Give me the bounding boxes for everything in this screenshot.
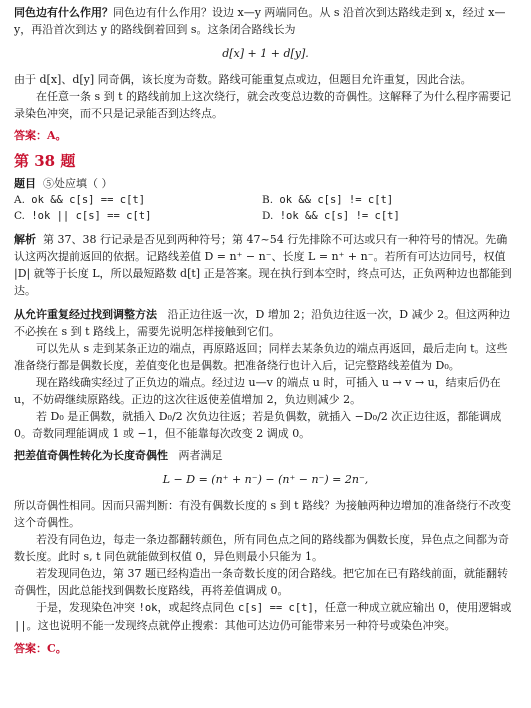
top-answer-value: A。 [47, 129, 67, 142]
paragraph-b: 现在路线确实经过了正负边的端点。经过边 u—v 的端点 u 时，可插入 u → v → u，结束后仍在 u，不妨碍继续原路线。正边的这次往返使差值增加 2，负边则减少 2。 [14, 376, 501, 406]
stem-label: 题目 [14, 177, 36, 190]
section-heading-2-paragraph [14, 447, 517, 464]
top-lead: 同色边有什么作用？ [14, 6, 113, 19]
top-p1: 同色边有什么作用？设边 x—y 两端同色。从 s 沿首次到达路线走到 x，经过 x—y，再沿首次到达 y 的路线倒着回到 s。这条闭合路线长为 [14, 6, 506, 36]
equation-2: L − D = (n⁺ + n⁻) − (n⁺ − n⁻) = 2n⁻, [162, 473, 369, 486]
section-heading-2: 把差值奇偶性转化为长度奇偶性 [14, 449, 168, 462]
option-b: B. ok && c[s] != c[t] [262, 194, 394, 206]
section-heading-1-paragraph [14, 306, 517, 340]
paragraph-g: 于是，发现染色冲突 !ok，或起终点同色 c[s] == c[t]，任意一种成立就应输出 0，使用逻辑或 ||。这也说明不能一发现终点就停止搜索：其他可达边仍可能带来另一种符号或染色冲突。 [14, 601, 512, 632]
q38-answer-label: 答案： [14, 642, 47, 655]
equation-1: d[x] + 1 + d[y]. [222, 47, 309, 60]
top-answer [14, 127, 517, 144]
code-not-ok: !ok [138, 602, 158, 614]
section-1-text: 沿正边往返一次，D 增加 2；沿负边往返一次，D 减少 2。但这两种边不必挨在 s 到 t 路线上，需要先说明怎样接触到它们。 [14, 308, 511, 338]
option-a: A. ok && c[s] == c[t] [14, 194, 146, 206]
q38-answer-value: C。 [47, 642, 67, 655]
analysis-label: 解析 [14, 233, 36, 246]
q38-answer [14, 640, 517, 657]
analysis-paragraph [14, 231, 517, 299]
analysis-text: 第 37、38 行记录是否见到两种符号；第 47~54 行先排除不可达或只有一种符号的情况。先确认这两次提前返回的依据。记路线差值 D = n⁺ − n⁻、长度 L = n⁺ + n⁻。若所有可达边同号，权值 |D| 就等于长度 L，所以最短路数 d[t] 正是答案。现在执行到本空时，终点可达，正负两种边也都能到达。 [14, 233, 512, 297]
paragraph-d: 所以奇偶性相同。因而只需判断：有没有偶数长度的 s 到 t 路线？为接触两种边增加的准备绕行不改变这个奇偶性。 [14, 499, 512, 529]
top-paragraph-1 [14, 4, 517, 38]
top-answer-label: 答案： [14, 129, 47, 142]
section-2-text: 两者满足 [178, 449, 223, 462]
code-logical-or: || [14, 620, 27, 632]
paragraph-f: 若发现同色边，第 37 题已经构造出一条奇数长度的闭合路线。把它加在已有路线前面，就能翻转奇偶性，因此总能找到偶数长度路线，再将差值调成 0。 [14, 567, 508, 597]
section-heading-1: 从允许重复经过找到调整方法 [14, 308, 157, 321]
option-c: C. !ok || c[s] == c[t] [14, 210, 152, 222]
option-d: D. !ok && c[s] != c[t] [262, 210, 400, 222]
paragraph-a: 可以先从 s 走到某条正边的端点，再原路返回；同样去某条负边的端点再返回，最后走向 t。这些准备绕行都是偶数长度，差值变化也是偶数。把准备绕行也计入后，记完整路线差值为 D₀。 [14, 342, 508, 372]
paragraph-c: 若 D₀ 是正偶数，就插入 D₀/2 次负边往返；若是负偶数，就插入 −D₀/2 次正边往返，都能调成 0。奇数同理能调成 1 或 −1，但不能靠每次改变 2 调成 0。 [14, 410, 502, 440]
paragraph-e: 若没有同色边，每走一条边都翻转颜色，所有同色点之间的路线都为偶数长度，异色点之间都为奇数长度。此时 s, t 同色就能做到权值 0，异色则最小只能为 1。 [14, 533, 509, 563]
options-grid [14, 192, 517, 224]
stem-text: ⑤处应填（ ） [43, 177, 113, 190]
top-paragraph-3: 在任意一条 s 到 t 的路线前加上这次绕行，就会改变总边数的奇偶性。这解释了为什么程序需要记录染色冲突，而不只是记录能否到达终点。 [14, 90, 512, 120]
question-38-title: 第 38 题 [14, 152, 76, 170]
question-stem [14, 175, 517, 192]
top-paragraph-2: 由于 d[x]、d[y] 同奇偶，该长度为奇数。路线可能重复点或边，但题目允许重复，因此合法。 [14, 73, 472, 86]
code-same-color: c[s] == c[t] [237, 602, 314, 614]
